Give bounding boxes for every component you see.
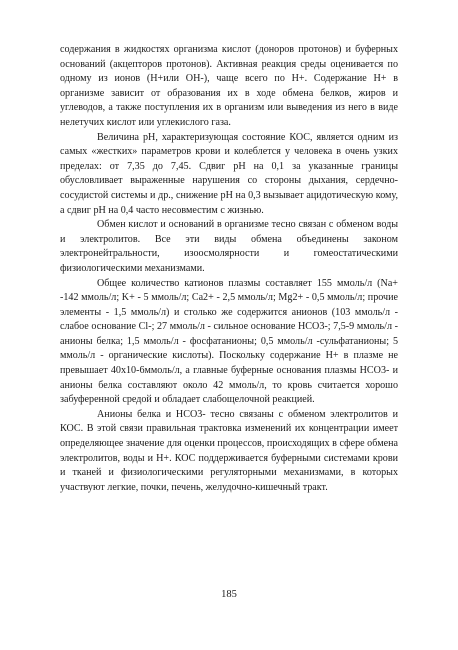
- paragraph-4: Общее количество катионов плазмы составляет 155 ммоль/л (Na+ -142 ммоль/л; K+ - 5 ммоль/л; Ca2+ - 2,5 ммоль/л; Mg2+ - 0,5 ммоль/л; прочие элементы - 1,5 ммоль/л) и столько же содержится анионов (103 ммоль/л - слабое основание Cl-; 27 ммоль/л - сильное основание HCO3-; 7,5-9 ммоль/л - анионы белка; 1,5 ммоль/л - фосфатанионы; 0,5 ммоль/л -сульфатанионы; 5 ммоль/л - органические кислоты). Поскольку содержание H+ в плазме не превышает 40х10-6ммоль/л, а главные буферные основания плазмы HCO3- и анионы белка составляют около 42 ммоль/л, то кровь считается хорошо забуференной средой и обладает слабощелочной реакцией.: [60, 277, 398, 406]
- paragraph-2: Величина pH, характеризующая состояние КОС, является одним из самых «жестких» параметров крови и колеблется у человека в очень узких пределах: от 7,35 до 7,45. Сдвиг pH на 0,1 за указанные границы обусловливает выраженные нарушения со стороны дыхания, сердечно-сосудистой системы и др., снижение pH на 0,3 вызывает ацидотическую кому, а сдвиг pH на 0,4 часто несовместим с жизнью.: [60, 131, 398, 216]
- page-number: 185: [221, 589, 237, 600]
- body-text: [60, 43, 398, 495]
- paragraph-5: Анионы белка и HCO3- тесно связаны с обменом электролитов и КОС. В этой связи правильная трактовка изменений их концентрации имеет определяющее значение для оценки процессов, происходящих в сфере обмена электролитов, воды и H+. КОС поддерживается буферными системами крови и тканей и физиологическими регуляторными механизмами, в которых участвуют легкие, почки, печень, желудочно-кишечный тракт.: [60, 408, 398, 493]
- paragraph-1: содержания в жидкостях организма кислот (доноров протонов) и буферных оснований (акцепторов протонов). Активная реакция среды оценивается по одному из ионов (H+или OH-), чаще всего по H+. Содержание H+ в организме зависит от образования их в ходе обмена белков, жиров и углеводов, а также поступления их в организм или выведения из него в виде нелетучих кислот или углекислого газа.: [60, 44, 398, 128]
- paragraph-3: Обмен кислот и оснований в организме тесно связан с обменом воды и электролитов. Все эти виды обмена объединены законом электронейтральности, изоосмолярности и гомеостатическими физиологическими механизмами.: [60, 219, 398, 274]
